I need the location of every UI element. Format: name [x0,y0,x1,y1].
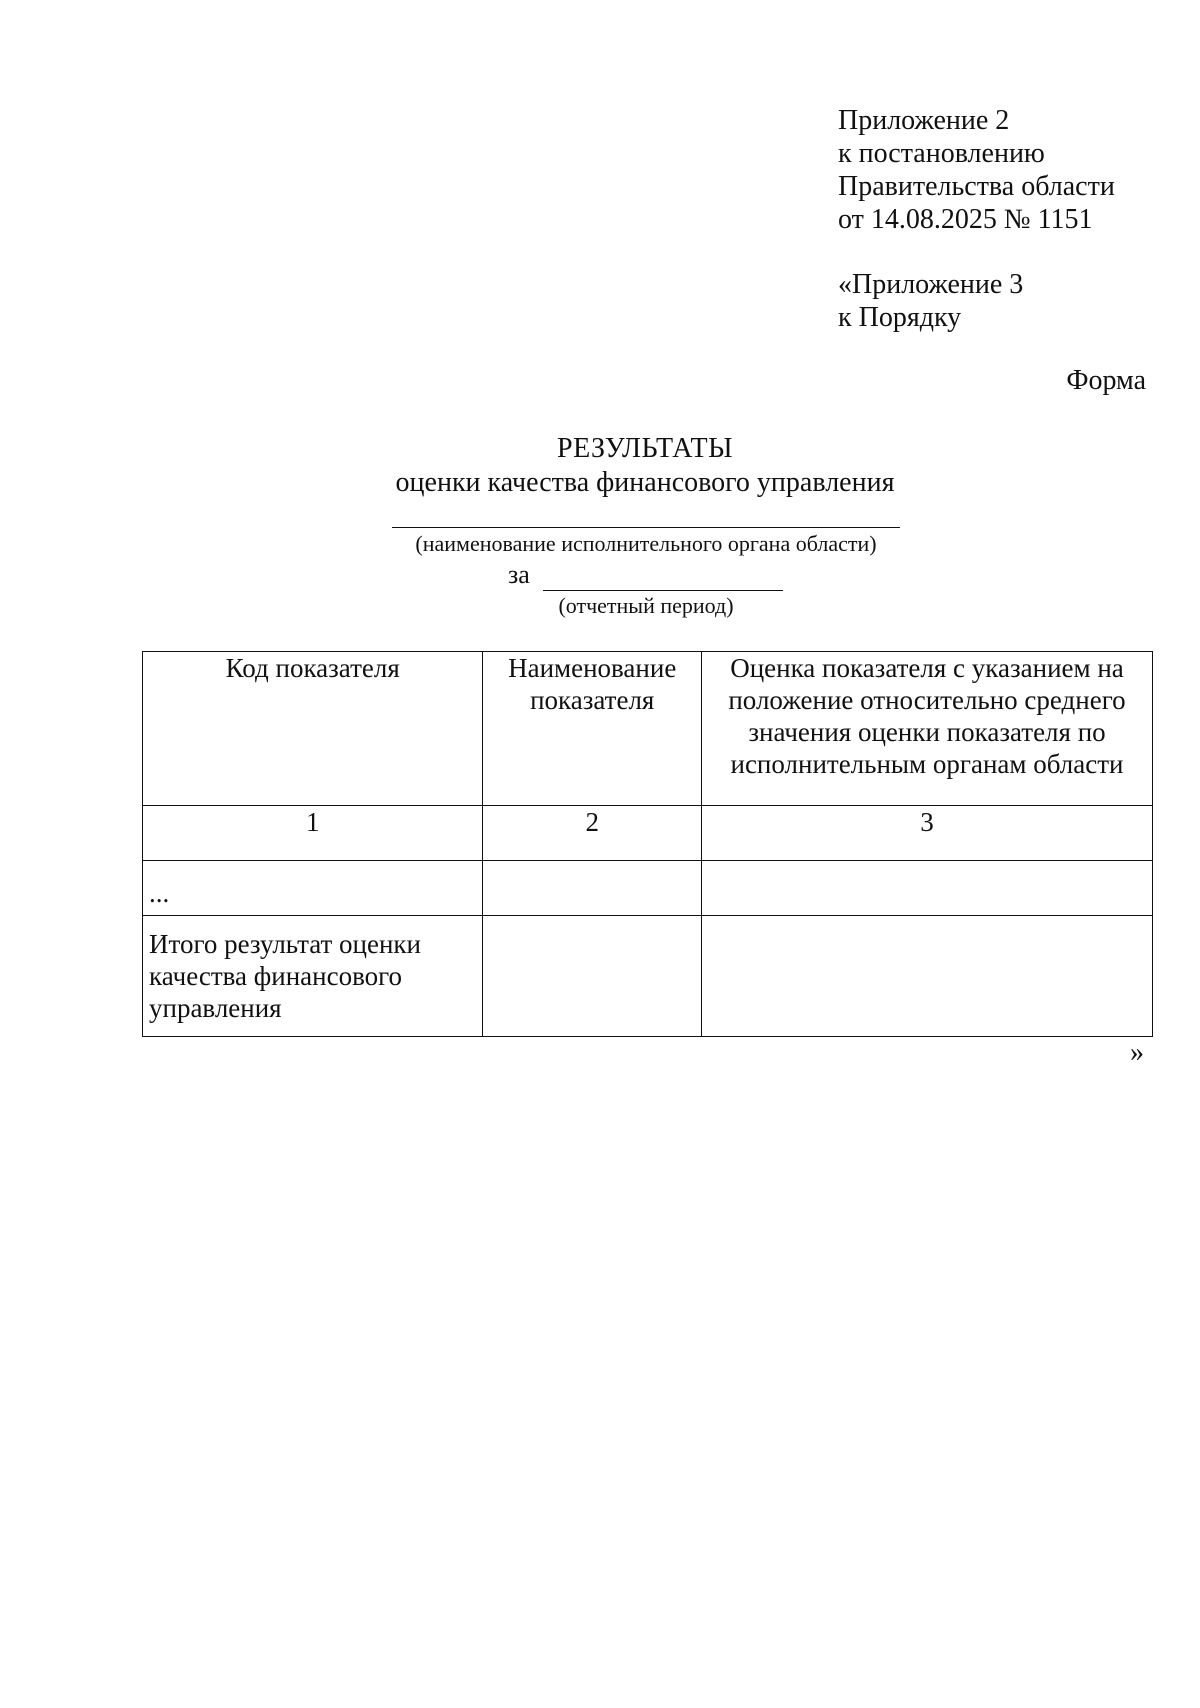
table-row [143,861,1153,916]
document-title: РЕЗУЛЬТАТЫ [557,433,733,464]
table-header-row [143,652,1153,806]
column-number-1: 1 [143,806,483,861]
appendix-line-3: Правительства области [838,171,1115,202]
sub-appendix-header [838,268,1023,334]
sub-appendix-line-1: «Приложение 3 [838,269,1024,300]
table-total-row [143,916,1153,1037]
appendix-line-2: к постановлению [838,138,1045,169]
org-name-caption: (наименование исполнительного органа области) [415,531,877,556]
table-cell [483,861,702,916]
column-number-2: 2 [483,806,702,861]
table-cell [483,916,702,1037]
total-label-cell: Итого результат оценки качества финансового управления [143,916,483,1037]
header-indicator-code: Код показателя [143,652,483,806]
column-number-3: 3 [702,806,1153,861]
header-indicator-name: Наименование показателя [483,652,702,806]
column-number-row [143,806,1153,861]
table-cell [702,916,1153,1037]
sub-appendix-line-2: к Порядку [838,302,962,333]
period-blank-line [543,590,783,591]
period-prefix: за [508,560,530,589]
closing-quote: » [1130,1037,1144,1068]
appendix-line-4: от 14.08.2025 № 1151 [838,204,1093,235]
org-name-blank-line [392,527,900,528]
appendix-line-1: Приложение 2 [838,105,1010,136]
results-table [142,651,1153,1037]
document-subtitle: оценки качества финансового управления [395,467,895,498]
header-indicator-score: Оценка показателя с указанием на положение относительно среднего значения оценки показателя по исполнительным органам области [702,652,1153,806]
form-label: Форма [1066,365,1146,396]
table-cell [702,861,1153,916]
table-cell: ... [143,861,483,916]
period-caption: (отчетный период) [558,593,734,618]
appendix-header [838,104,1115,236]
